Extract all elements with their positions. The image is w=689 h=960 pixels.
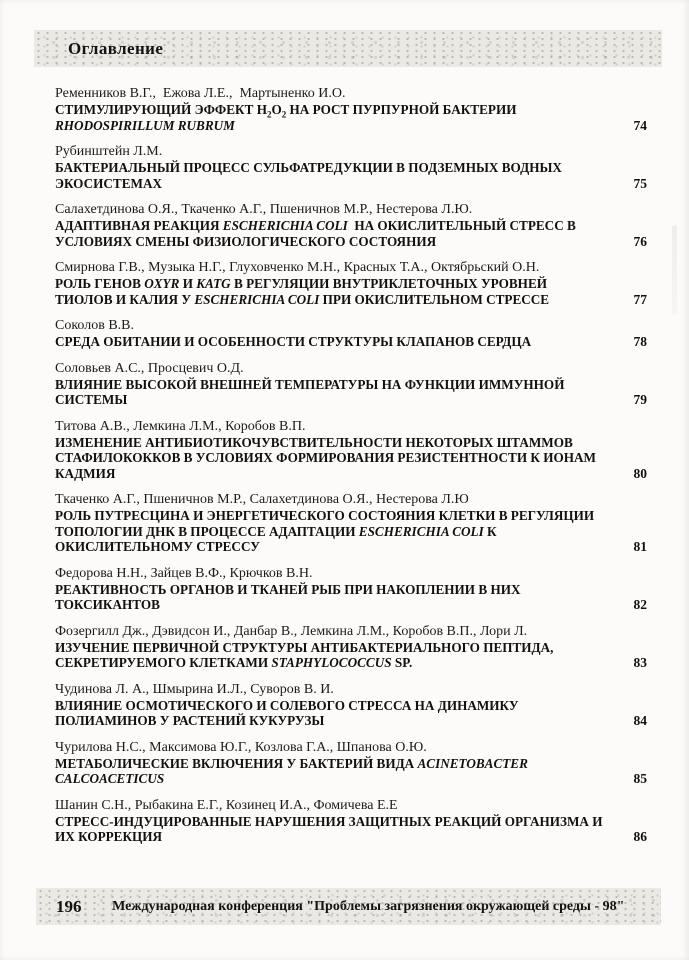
title-segment-latin: OXYR <box>144 276 180 291</box>
toc-entry-title-row <box>55 435 647 482</box>
toc-entry-page-number: 78 <box>633 334 647 349</box>
title-segment: ВЛИЯНИЕ ОСМОТИЧЕСКОГО И СОЛЕВОГО СТРЕССА НА ДИНАМИКУ ПОЛИАМИНОВ У РАСТЕНИЙ КУКУРУЗЫ <box>55 697 522 728</box>
footer-band <box>36 888 661 925</box>
toc-entry-authors: Салахетдинова О.Я., Ткаченко А.Г., Пшеничнов М.Р., Нестерова Л.Ю. <box>55 202 473 217</box>
toc-entry-title <box>55 334 603 350</box>
title-segment-latin: ESCHERICHIA COLI <box>222 218 348 233</box>
toc-entry-page-number: 80 <box>633 465 647 481</box>
toc-entry <box>55 86 647 133</box>
title-segment-latin: STAPHYLOCOCCUS <box>271 655 392 670</box>
toc-entry-page-number: 81 <box>633 539 647 554</box>
toc-entry-title-row <box>55 640 647 671</box>
toc-entry-authors: Смирнова Г.В., Музыка Н.Г., Глуховченко М.Н., Красных Т.А., Октябрьский О.Н. <box>55 260 540 275</box>
title-segment: СТИМУЛИРУЮЩИЙ ЭФФЕКТ H <box>55 102 267 117</box>
title-segment-latin: RHODOSPIRILLUM RUBRUM <box>55 117 235 133</box>
title-segment-latin: KATG <box>196 276 231 291</box>
title-segment: БАКТЕРИАЛЬНЫЙ ПРОЦЕСС СУЛЬФАТРЕДУКЦИИ В ПОДЗЕМНЫХ ВОДНЫХ ЭКОСИСТЕМАХ <box>55 160 566 191</box>
toc-entry-page-number: 82 <box>633 597 647 612</box>
toc-entry-title-row <box>55 756 647 787</box>
title-segment: В РЕГУЛЯЦИИ ВНУТРИКЛЕТОЧНЫХ УРОВНЕЙ ТИОЛОВ И КАЛИЯ У <box>55 276 551 307</box>
toc-entry-authors: Ременников В.Г., Ежова Л.Е., Мартыненко И.О. <box>55 86 346 101</box>
toc-entry-authors: Чурилова Н.С., Максимова Ю.Г., Козлова Г.А., Шпанова О.Ю. <box>55 739 427 755</box>
toc-entry <box>55 144 647 191</box>
toc-entry-title-row <box>55 334 647 350</box>
toc-entry-authors: Соловьев А.С., Просцевич О.Д. <box>55 360 244 376</box>
toc-entry <box>55 682 647 729</box>
footer-page-number: 196 <box>56 896 82 916</box>
title-segment: РОЛЬ ПУТРЕСЦИНА И ЭНЕРГЕТИЧЕСКОГО СОСТОЯНИЯ КЛЕТКИ В РЕГУЛЯЦИИ ТОПОЛОГИИ ДНК В ПРОЦЕССЕ АДАПТАЦИИ <box>55 508 598 539</box>
title-segment-latin: ACINETOBACTER CALCOACETICUS <box>55 755 532 786</box>
toc-entry <box>55 624 647 671</box>
scan-smudge <box>672 225 677 315</box>
toc-entry-authors: Фозергилл Дж., Дэвидсон И., Данбар В., Лемкина Л.М., Коробов В.П., Лори Л. <box>55 623 528 639</box>
title-segment: АДАПТИВНАЯ РЕАКЦИЯ <box>55 218 223 233</box>
toc-entry <box>55 798 647 845</box>
toc-entry-title <box>55 377 603 408</box>
toc-entry <box>55 361 647 408</box>
toc-entry-title-row <box>55 814 647 845</box>
title-segment: 2 <box>266 109 272 120</box>
toc-entry-page-number: 85 <box>633 771 647 786</box>
toc-entry-page-number: 83 <box>633 655 647 670</box>
toc-entry-title-row <box>55 160 647 191</box>
toc-entry-page-number: 76 <box>633 233 647 249</box>
contents-header-band <box>34 30 662 67</box>
toc-entry-title <box>55 698 603 729</box>
title-segment: НА РОСТ ПУРПУРНОЙ БАКТЕРИИ <box>286 102 520 117</box>
toc-entry-title <box>55 508 603 555</box>
toc-entry-title-row <box>55 218 647 249</box>
toc-entry-authors: Шанин С.Н., Рыбакина Е.Г., Козинец И.А., Фомичева Е.Е <box>55 797 398 813</box>
toc-entry-title <box>55 813 606 845</box>
title-segment: СТРЕСС-ИНДУЦИРОВАННЫЕ НАРУШЕНИЯ ЗАЩИТНЫХ РЕАКЦИЙ ОРГАНИЗМА И ИХ КОРРЕКЦИЯ <box>55 813 606 844</box>
toc-entry-authors: Титова А.В., Лемкина Л.М., Коробов В.П. <box>55 418 306 434</box>
title-segment: РЕАКТИВНОСТЬ ОРГАНОВ И ТКАНЕЙ РЫБ ПРИ НАКОПЛЕНИИ В НИХ ТОКСИКАНТОВ <box>55 581 524 612</box>
toc-entry <box>55 260 647 307</box>
page-title: Оглавление <box>68 38 164 58</box>
toc-entry-page-number: 84 <box>633 713 647 728</box>
footer-conference-title: Международная конференция "Проблемы загрязнения окружающей среды - 98" <box>112 898 625 914</box>
toc-entry-page-number: 86 <box>633 829 647 844</box>
toc-entry-title-row <box>55 102 647 133</box>
title-segment: И <box>179 276 197 291</box>
title-segment: МЕТАБОЛИЧЕСКИЕ ВКЛЮЧЕНИЯ У БАКТЕРИЙ ВИДА <box>55 755 418 771</box>
toc-entry-title-row <box>55 276 647 307</box>
toc-entry-page-number: 74 <box>633 117 647 133</box>
toc-entry-title <box>55 640 603 671</box>
toc-entry <box>55 492 647 555</box>
toc-entry <box>55 202 647 249</box>
toc-entry-title <box>55 435 603 482</box>
title-segment: 2 <box>281 109 287 120</box>
title-segment: SP. <box>391 655 413 670</box>
title-segment: ПРИ ОКИСЛИТЕЛЬНОМ СТРЕССЕ <box>319 291 550 307</box>
toc-entry-authors: Федорова Н.Н., Зайцев В.Ф., Крючков В.Н. <box>55 565 313 581</box>
toc-entry-authors: Чудинова Л. А., Шмырина И.Л., Суворов В. И. <box>55 681 334 697</box>
toc-entry-authors: Соколов В.В. <box>55 318 135 333</box>
title-segment: ВЛИЯНИЕ ВЫСОКОЙ ВНЕШНЕЙ ТЕМПЕРАТУРЫ НА ФУНКЦИИ ИММУННОЙ СИСТЕМЫ <box>55 376 568 407</box>
toc-entry <box>55 566 647 613</box>
toc-entry-title <box>55 218 603 249</box>
toc-entry-title-row <box>55 508 647 555</box>
toc-entry-page-number: 75 <box>633 175 647 191</box>
title-segment: O <box>271 102 282 117</box>
title-segment: СРЕДА ОБИТАНИИ И ОСОБЕННОСТИ СТРУКТУРЫ КЛАПАНОВ СЕРДЦА <box>55 334 532 349</box>
toc-entry <box>55 318 647 350</box>
title-segment: ИЗУЧЕНИЕ ПЕРВИЧНОЙ СТРУКТУРЫ АНТИБАКТЕРИАЛЬНОГО ПЕПТИДА, СЕКРЕТИРУЕМОГО КЛЕТКАМИ <box>55 639 557 670</box>
toc-entry-title <box>55 276 603 307</box>
title-segment: ИЗМЕНЕНИЕ АНТИБИОТИКОЧУВСТВИТЕЛЬНОСТИ НЕКОТОРЫХ ШТАММОВ СТАФИЛОКОККОВ В УСЛОВИЯХ ФОРМИРОВАНИЯ РЕЗИСТЕНТНОСТИ К ИОНАМ КАДМИЯ <box>55 434 600 481</box>
toc-entry <box>55 740 647 787</box>
title-segment-latin: ESCHERICHIA COLI <box>194 291 320 307</box>
title-segment: К ОКИСЛИТЕЛЬНОМУ СТРЕССУ <box>55 523 500 554</box>
toc-entry-list <box>55 86 647 856</box>
title-segment: РОЛЬ ГЕНОВ <box>55 276 145 291</box>
title-segment: НА ОКИСЛИТЕЛЬНЫЙ СТРЕСС В УСЛОВИЯХ СМЕНЫ ФИЗИОЛОГИЧЕСКОГО СОСТОЯНИЯ <box>55 218 580 249</box>
toc-entry-title <box>55 756 603 787</box>
toc-entry-title <box>55 102 603 133</box>
toc-entry-authors: Рубинштейн Л.М. <box>55 144 163 159</box>
toc-entry-title <box>55 160 603 191</box>
toc-entry-authors: Ткаченко А.Г., Пшеничнов М.Р., Салахетдинова О.Я., Нестерова Л.Ю <box>55 492 469 507</box>
toc-entry-title-row <box>55 698 647 729</box>
title-segment-latin: ESCHERICHIA COLI <box>358 523 484 539</box>
toc-entry-page-number: 79 <box>633 392 647 407</box>
toc-entry-title-row <box>55 582 647 613</box>
toc-entry-title-row <box>55 377 647 408</box>
toc-entry <box>55 419 647 482</box>
toc-entry-title <box>55 582 603 613</box>
toc-entry-page-number: 77 <box>633 291 647 307</box>
